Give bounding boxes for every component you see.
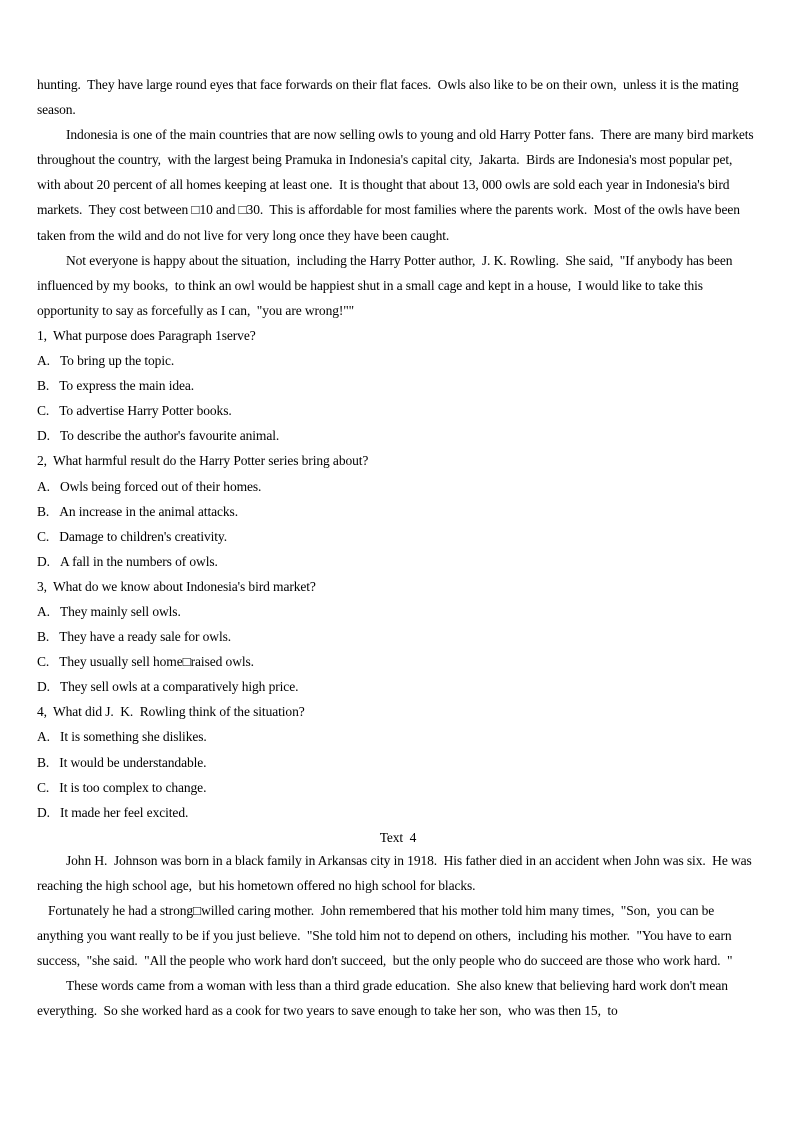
option-text: It is something she dislikes. <box>59 729 207 745</box>
option-text: They sell owls at a comparatively high price. <box>59 679 299 695</box>
question-stem: What harmful result do the Harry Potter series bring about? <box>52 453 369 469</box>
question-line <box>37 448 759 473</box>
passage-paragraph: hunting. They have large round eyes that face forwards on their flat faces. Owls also like to be on their own, unless it is the mating season. <box>37 77 742 118</box>
option-label: A. <box>37 478 50 494</box>
option-label: C. <box>37 654 50 670</box>
option-label: D. <box>37 553 50 569</box>
question-block-3 <box>37 574 759 699</box>
question-line <box>37 323 759 348</box>
option-label: A. <box>37 353 50 369</box>
option-text: They mainly sell owls. <box>59 603 181 619</box>
option-line <box>37 549 759 574</box>
option-text: It would be understandable. <box>59 754 207 770</box>
option-label: B. <box>37 754 50 770</box>
passage-owls <box>37 72 759 323</box>
question-block-1 <box>37 323 759 448</box>
question-number: 3, <box>37 578 47 594</box>
section-heading-text4: Text 4 <box>379 829 417 845</box>
exam-page-content <box>37 72 759 1023</box>
option-line <box>37 624 759 649</box>
option-text: They have a ready sale for owls. <box>59 629 232 645</box>
option-line <box>37 800 759 825</box>
question-block-2 <box>37 448 759 573</box>
question-number: 1, <box>37 327 47 343</box>
option-label: D. <box>37 679 50 695</box>
passage-paragraph: These words came from a woman with less than a third grade education. She also knew that believing hard work don't mean everything. So she worked hard as a cook for two years to save enough to take her son, who was then 15, to <box>37 978 732 1019</box>
option-text: Damage to children's creativity. <box>59 528 227 544</box>
option-line <box>37 474 759 499</box>
passage-johnson <box>37 848 759 1024</box>
option-text: They usually sell home□raised owls. <box>59 654 254 670</box>
question-line <box>37 574 759 599</box>
option-line <box>37 775 759 800</box>
question-stem: What did J. K. Rowling think of the situation? <box>52 704 305 720</box>
option-label: D. <box>37 428 50 444</box>
question-stem: What purpose does Paragraph 1serve? <box>52 327 256 343</box>
option-line <box>37 649 759 674</box>
option-line <box>37 423 759 448</box>
option-label: A. <box>37 603 50 619</box>
option-text: An increase in the animal attacks. <box>59 503 238 519</box>
passage-paragraph: John H. Johnson was born in a black family in Arkansas city in 1918. His father died in an accident when John was six. He was reaching the high school age, but his hometown offered no high school for blacks. <box>37 852 755 893</box>
option-label: D. <box>37 804 50 820</box>
option-line <box>37 674 759 699</box>
option-text: To express the main idea. <box>59 378 195 394</box>
option-text: A fall in the numbers of owls. <box>59 553 218 569</box>
option-text: To advertise Harry Potter books. <box>59 403 232 419</box>
option-line <box>37 373 759 398</box>
passage-paragraph: Indonesia is one of the main countries that are now selling owls to young and old Harry Potter fans. There are many bird markets throughout the country, with the largest being Pramuka in Indonesia's capital city, Jakarta. Birds are Indonesia's most popular pet, with about 20 percent of all homes keeping at least one. It is thought that about 13, 000 owls are sold each year in Indonesia's bird markets. They cost between □10 and □30. This is affordable for most families where the parents work. Most of the owls have been taken from the wild and do not live for very long once they have been caught. <box>37 127 757 243</box>
option-line <box>37 524 759 549</box>
passage-paragraph: Fortunately he had a strong□willed caring mother. John remembered that his mother told him many times, "Son, you can be anything you want really to be if you just believe. "She told him not to depend on others, including his mother. "You have to earn success, "she said. "All the people who work hard don't succeed, but the only people who do succeed are those who work hard. " <box>37 903 735 969</box>
option-line <box>37 724 759 749</box>
option-label: C. <box>37 779 50 795</box>
option-label: C. <box>37 528 50 544</box>
question-stem: What do we know about Indonesia's bird market? <box>52 578 316 594</box>
passage-paragraph: Not everyone is happy about the situation, including the Harry Potter author, J. K. Rowling. She said, "If anybody has been influenced by my books, to think an owl would be happiest shut in a small cage and kept in a house, I would like to take this opportunity to say as forcefully as I can, "you are wrong!"" <box>37 252 736 318</box>
option-label: C. <box>37 403 50 419</box>
question-list <box>37 323 759 825</box>
option-text: To bring up the topic. <box>59 353 175 369</box>
option-line <box>37 398 759 423</box>
question-block-4 <box>37 699 759 824</box>
question-line <box>37 699 759 724</box>
option-text: It made her feel excited. <box>59 804 189 820</box>
option-label: B. <box>37 503 50 519</box>
option-text: It is too complex to change. <box>59 779 207 795</box>
option-line <box>37 348 759 373</box>
option-label: B. <box>37 629 50 645</box>
option-label: A. <box>37 729 50 745</box>
question-number: 2, <box>37 453 47 469</box>
option-text: To describe the author's favourite animal. <box>59 428 280 444</box>
option-line <box>37 499 759 524</box>
question-number: 4, <box>37 704 47 720</box>
option-line <box>37 750 759 775</box>
option-line <box>37 599 759 624</box>
option-label: B. <box>37 378 50 394</box>
option-text: Owls being forced out of their homes. <box>59 478 262 494</box>
